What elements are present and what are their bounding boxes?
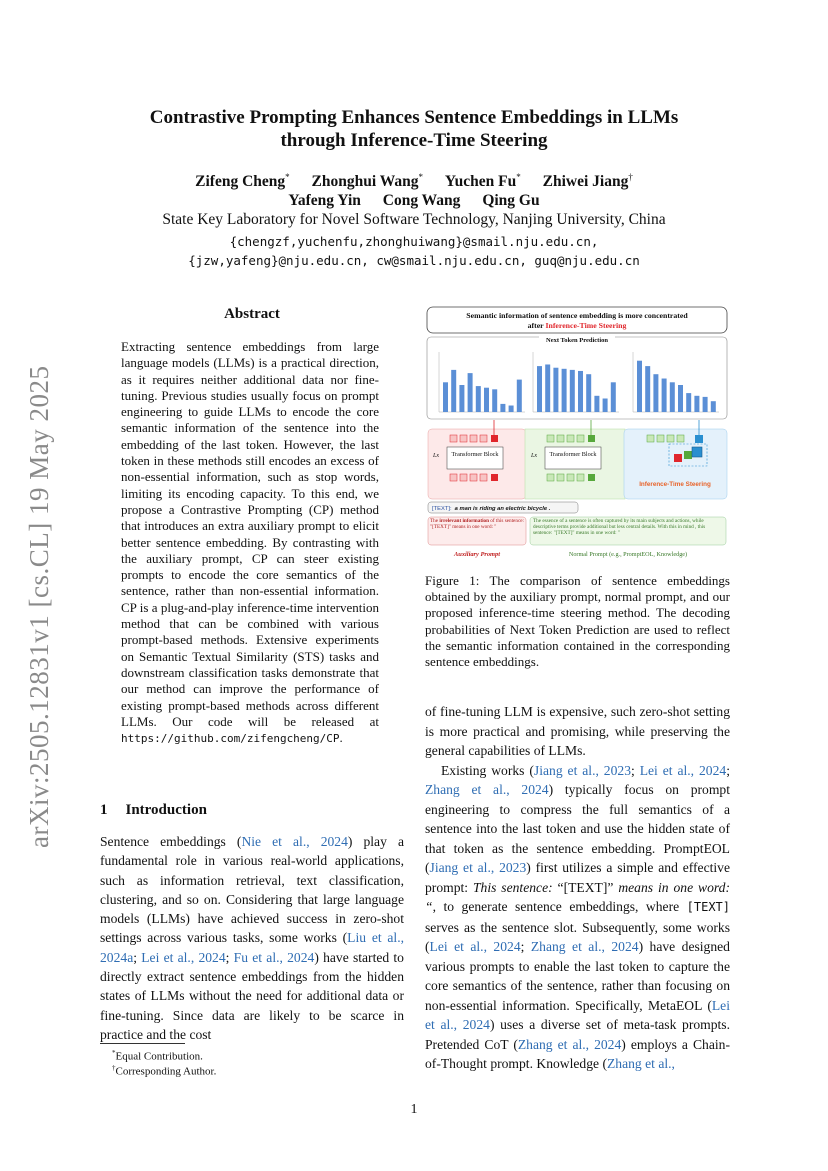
title-line-1: Contrastive Prompting Enhances Sentence Embeddings in LLMs	[149, 107, 679, 128]
author: Zhiwei Jiang†	[542, 172, 633, 191]
chart-bar	[545, 364, 550, 412]
chart-bar	[578, 371, 583, 412]
author: Zhonghui Wang*	[311, 172, 424, 191]
section-heading-introduction: 1 Introduction	[100, 802, 207, 818]
chart-bar	[586, 374, 591, 412]
chart-bar	[553, 368, 558, 412]
chart-bar	[443, 382, 448, 412]
chart-bar	[570, 370, 575, 412]
citation-link[interactable]: Lei et al., 2024	[429, 939, 521, 954]
chart-bar	[603, 399, 608, 413]
author: Yafeng Yin	[288, 192, 361, 209]
transformer-block-label: Transformer Block	[451, 451, 499, 458]
normal-prompt-label: Normal Prompt (e.g., PromptEOL, Knowledge)	[568, 551, 688, 558]
figure-caption: Figure 1: The comparison of sentence embeddings obtained by the auxiliary prompt, normal prompt, and our proposed inference-time steering method. The decoding probabilities of Next Token Prediction are used to reflect the semantic information contained in the corresponding sentence embeddings.	[425, 573, 730, 670]
citation-link[interactable]: Jiang et al., 2023	[533, 762, 631, 778]
arxiv-identifier: arXiv:2505.12831v1 [cs.CL] 19 May 2025	[24, 365, 54, 848]
chart-bar	[594, 396, 599, 412]
chart-bar	[500, 404, 505, 412]
layer-count: Lx	[531, 453, 537, 459]
citation-link[interactable]: Fu et al., 2024	[233, 949, 315, 965]
citation-link[interactable]: Jiang et al., 2023	[429, 860, 527, 875]
chart-bar	[451, 370, 456, 412]
citation-link[interactable]: Nie et al., 2024	[241, 834, 348, 849]
authors-row-2	[110, 192, 718, 210]
chart-bar	[711, 401, 716, 412]
chart-bar	[492, 389, 497, 412]
footnote-equal-contribution: *Equal Contribution.	[112, 1049, 203, 1063]
chart-bar	[537, 366, 542, 412]
steering-green-token	[684, 451, 692, 459]
citation-link[interactable]: Lei et al., 2024	[425, 997, 730, 1032]
citation-link[interactable]: Zhang et al., 2024	[425, 782, 549, 797]
bar-chart-right	[633, 352, 719, 412]
paper-title	[110, 106, 718, 152]
chart-bar	[645, 366, 650, 412]
footnote-corresponding-author: †Corresponding Author.	[112, 1064, 217, 1078]
chart-bar	[678, 385, 683, 412]
steering-red-token	[674, 454, 682, 462]
chart-bar	[459, 385, 464, 412]
author: Qing Gu	[482, 192, 540, 209]
citation-link[interactable]: Zhang et al.,	[606, 1056, 675, 1071]
author: Yuchen Fu*	[444, 172, 521, 191]
email-line-1: {chengzf,yuchenfu,zhonghuiwang}@smail.nju.edu.cn,	[229, 234, 599, 249]
chart-bar	[637, 361, 642, 412]
chart-bar	[694, 396, 699, 412]
bar-chart-left	[439, 352, 525, 412]
chart-bar	[653, 374, 658, 412]
footnote-rule	[100, 1043, 185, 1044]
paragraph: of fine-tuning LLM is expensive, such zero-shot setting is more practical and promising, while preserving the general capabilities of LLMs.	[425, 704, 730, 758]
figure-1	[425, 304, 730, 566]
text-example: [TEXT]: a man is riding an electric bicycle .	[432, 506, 551, 512]
ntp-label: Next Token Prediction	[546, 337, 608, 344]
citation-link[interactable]: Zhang et al., 2024	[517, 1036, 622, 1052]
chart-bar	[562, 369, 567, 412]
layer-count: Lx	[433, 453, 439, 459]
right-column-text	[425, 702, 730, 1074]
authors-row-1	[110, 172, 718, 191]
banner-line-1: Semantic information of sentence embedding is more concentrated	[466, 311, 688, 320]
title-line-2: through Inference-Time Steering	[280, 130, 548, 151]
abstract-heading: Abstract	[224, 306, 280, 322]
page-number: 1	[410, 1102, 418, 1117]
citation-link[interactable]: Zhang et al., 2024	[530, 939, 639, 954]
bar-chart-middle	[533, 352, 619, 412]
chart-bar	[611, 382, 616, 412]
citation-link[interactable]: Lei et al., 2024	[141, 949, 226, 965]
chart-bar	[703, 397, 708, 412]
aux-prompt-label: Auxiliary Prompt	[454, 551, 500, 558]
steering-label: Inference-Time Steering	[639, 481, 711, 488]
chart-bar	[686, 393, 691, 412]
transformer-block-label: Transformer Block	[549, 451, 597, 458]
chart-bar	[468, 373, 473, 412]
chart-bar	[484, 388, 489, 412]
normal-prompt-text: The essence of a sentence is often captured by its main subjects and actions, while descriptive terms provide additional but less central details. With this in mind , this sentence: "[TEXT]" means in one word: "	[533, 518, 706, 537]
aux-prompt-text: The irrelevant information of this sentence: "[TEXT]" means in one word: "	[430, 518, 524, 531]
abstract-body: Extracting sentence embeddings from large language models (LLMs) is a practical direction, as it requires neither additional data nor fine-tuning. Previous studies usually focus on prompt engineering to guide LLMs to encode the core semantic information of the sentence into the embedding of the last token. However, the last token in these methods still encodes an excess of non-essential information, such as stop words, limiting its encoding capacity. To this end, we propose a Contrastive Prompting (CP) method that introduces an extra auxiliary prompt to elicit better sentence embedding. By contrasting with the auxiliary prompt, CP can steer existing prompts to encode the core semantics of the sentence, rather than non-essential information. CP is a plug-and-play inference-time intervention method that can be combined with various prompt-based methods. Extensive experiments on Semantic Textual Similarity (STS) tasks and downstream classification tasks demonstrate that our method can improve the performance of existing prompt-based methods across different LLMs. Our code will be released at https://github.com/zifengcheng/CP.	[121, 339, 379, 746]
affiliation: State Key Laboratory for Novel Software Technology, Nanjing University, China	[162, 211, 666, 228]
email-line-2: {jzw,yafeng}@nju.edu.cn, cw@smail.nju.edu.cn, guq@nju.edu.cn	[188, 253, 640, 268]
chart-bar	[476, 386, 481, 412]
code-link[interactable]: https://github.com/zifengcheng/CP	[121, 732, 340, 746]
citation-link[interactable]: Liu et al., 2024a	[100, 930, 405, 965]
introduction-paragraph: Sentence embeddings (Nie et al., 2024) play a fundamental role in various real-world applications, such as information retrieval, text classification, clustering, and so on. Considering that large language models (LLMs) have achieved success in zero-shot settings across various tasks, some works (Liu et al., 2024a; Lei et al., 2024; Fu et al., 2024) have started to directly extract sentence embeddings from the hidden states of LLMs without the need for additional data or fine-tuning. Since data are likely to be scarce in practice and the cost	[100, 834, 405, 1042]
citation-link[interactable]: Lei et al., 2024	[639, 762, 727, 778]
author: Cong Wang	[382, 192, 461, 209]
steering-panel	[624, 429, 727, 499]
chart-bar	[509, 406, 514, 412]
chart-bar	[662, 379, 667, 412]
chart-bar	[517, 380, 522, 412]
chart-bar	[670, 382, 675, 412]
banner-line-2: after Inference-Time Steering	[527, 321, 627, 330]
steering-result-token	[692, 447, 702, 457]
author: Zifeng Cheng*	[195, 172, 290, 191]
paragraph: Existing works (Jiang et al., 2023; Lei et al., 2024; Zhang et al., 2024) typically focus on prompt engineering to compress the full semantics of a sentence into the last token and use the hidden state of that token as the sentence embedding. PromptEOL (Jiang et al., 2023) first utilizes a simple and effective prompt: This sentence: “[TEXT]” means in one word: “, to generate sentence embeddings, where [TEXT] serves as the sentence slot. Subsequently, some works (Lei et al., 2024; Zhang et al., 2024) have designed various prompts to enable the last token to capture the core semantics of the sentence, rather than focusing on non-essential information. Specifically, MetaEOL (Lei et al., 2024) uses a diverse set of meta-task prompts. Pretended CoT (Zhang et al., 2024) employs a Chain-of-Thought prompt. Knowledge (Zhang et al.,	[425, 762, 731, 1071]
